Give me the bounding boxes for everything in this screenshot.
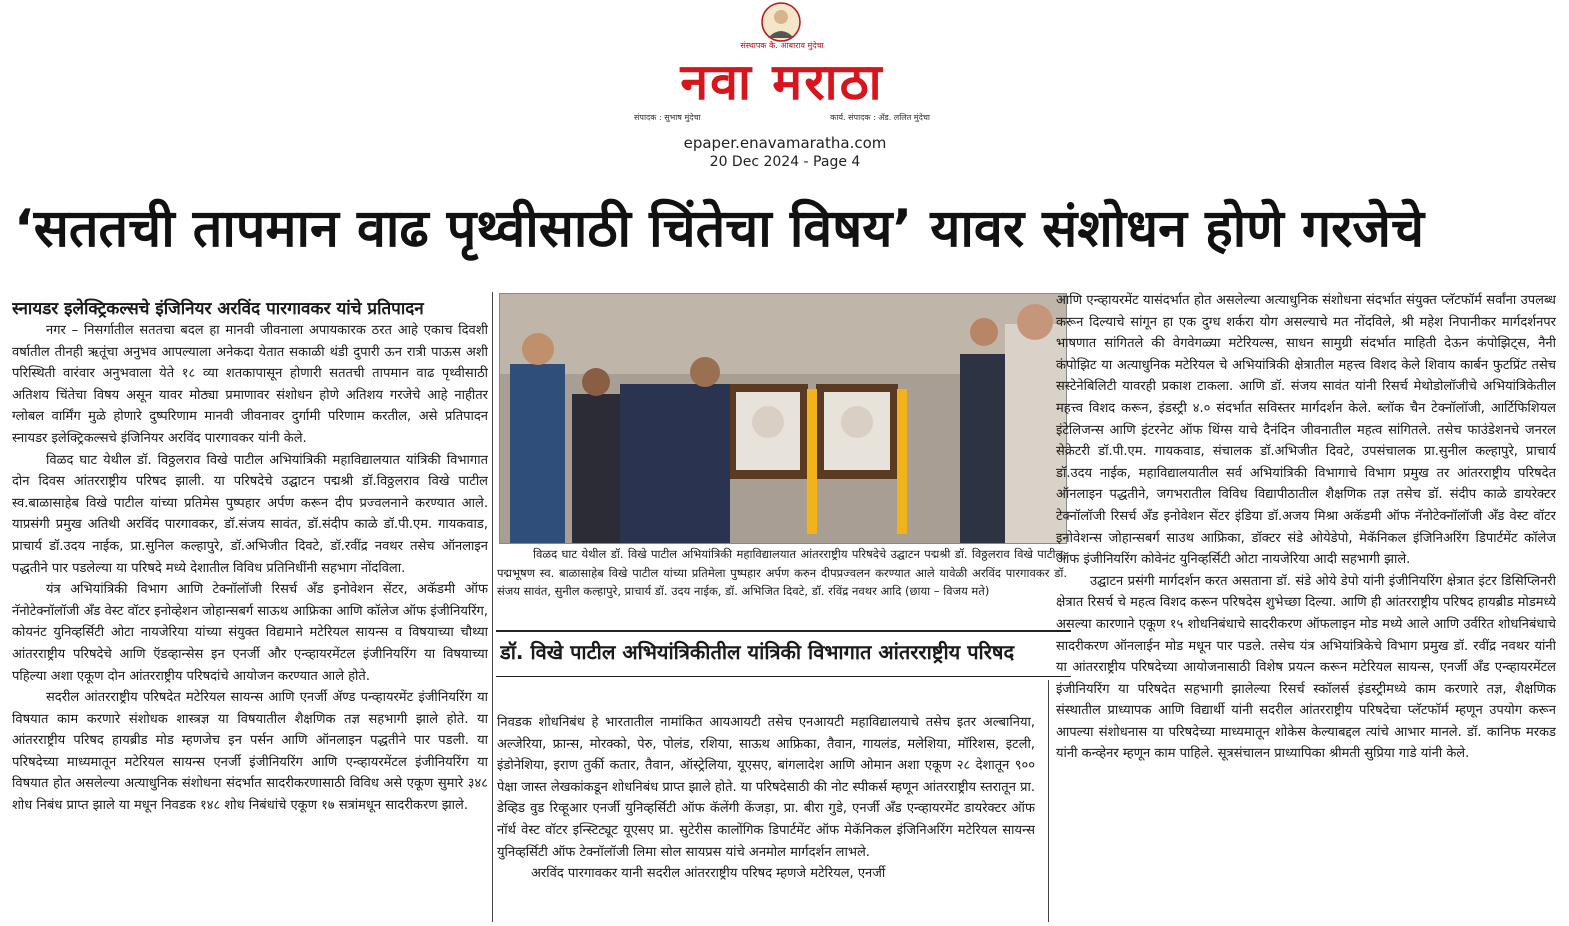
paragraph: अरविंद पारगावकर यानी सदरील आंतरराष्ट्रीय परिषद म्हणजे मटेरियल, एनर्जी [531,866,886,882]
column-divider [1048,680,1049,922]
column-divider [492,292,493,922]
paragraph: यंत्र अभियांत्रिकी विभाग आणि टेक्नॉलॉजी रिसर्च अँड इनोवेशन सेंटर, अकॅडमी ऑफ नॅनोटेक्नॉलॉजी अँड वेस्ट वॉटर इनोव्हेशन जोहान्सबर्ग साऊथ आफ्रिका आणि कॉलेज ऑफ इंजीनियरिंग, कोयनंट युनिव्हर्सिटी ओटा नायजेरिया यांच्या संयुक्त विद्यमाने मटेरियल सायन्स व विषयाच्या चौथ्या आंतरराष्ट्रीय परिषदेचे आणि ऍडव्हान्सेस इन एनर्जी और एन्व्हायरमेंटल इंजीनियरिंग या विषयाच्या पहिल्या अशा एकूण दोन आंतरराष्ट्रीय परिषदांचे आयोजन करण्यात आले होते. [12,582,488,684]
edition-url: epaper.enavamaratha.com [683,134,887,152]
founder-portrait-icon [760,2,802,42]
paragraph: उद्घाटन प्रसंगी मार्गदर्शन करत असताना डॉ. संडे ओये डेपो यांनी इंजीनियरिंग क्षेत्रात इंटर डिसिप्लिनरी क्षेत्रात रिसर्च चे महत्व विशद करून परिषदेस शुभेच्छा दिल्या. आणि ही आंतरराष्ट्रीय परिषद हायब्रीड मोडमध्ये असल्या कारणाने एकूण १५ शोधनिबंधाचे सादरीकरण ऑफलाइन मोड मध्ये आले आणि उर्वरित शोधनिबंधाचे सादरीकरण ऑनलाईन मोड मधून पार पडले. तसेच यंत्र अभियांत्रिकेचे विभाग प्रमुख डॉ. रवींद्र नवथर यांनी या आंतरराष्ट्रीय परिषदेच्या आयोजनासाठी विशेष प्रयत्न करून मटेरियल सायन्स, एनर्जी अँड एन्व्हायरमेंटल इंजीनियरिंग या परिषदेत सहभागी झालेल्या रिसर्च स्कॉलर्स इंडस्ट्रीमध्ये काम करणारे तज्ञ, शैक्षणिक संस्थातील प्राध्यापक आणि विद्यार्थी यांनी सदरील आंतरराष्ट्रीय परिषदेचा प्लॅटफॉर्म म्हणून उपयोग करून आपल्या संशोधनास या परिषदेच्या माध्यमातून शोकेस केल्याबद्दल त्यांचे आभार मानले. डॉ. कानिफ मरकड यांनी कन्व्हेनर म्हणून काम पाहिले. सूत्रसंचालन प्राध्यापिका श्रीमती सुप्रिया गाडे यांनी केले. [1056,573,1556,762]
conference-photo [499,293,1067,544]
left-column [12,320,488,920]
right-column [1056,290,1556,922]
paragraph: निवडक शोधनिबंध हे भारतातील नामांकित आयआयटी तसेच एनआयटी महाविद्यालयाचे तसेच इतर अल्बानिया, अल्जेरिया, फ्रान्स, मोरक्को, पेरु, पोलंड, रशिया, साऊथ आफ्रिका, तैवान, गायलंड, मलेशिया, मॉरिशस, इटली, इंडोनेशिया, इराण तुर्की कतार, तैवान, ऑस्ट्रेलिया, यूएसए, बांगलादेश आणि ओमान अशा एकूण २८ देशातून ९०० पेक्षा जास्त लेखकांकडून शोधनिबंध प्राप्त झाले होते. या परिषदेसाठी की नोट स्पीकर्स म्हणून आंतरराष्ट्रीय स्तरातून प्रा. डेव्हिड वुड रिव्हूआर एनर्जी युनिव्हर्सिटी ऑफ कॅलेंगी केंजड़ा, प्रा. बीरा गुडे, एनर्जी अँड एन्व्हायरमेंट डायरेक्टर ऑफ नॉर्थ वेस्ट वॉटर इन्स्टिट्यूट यूएसए प्रा. सुटेरीस कालोंगिक डिपार्टमेंट ऑफ मेकॅनिकल इंजिनिअरिंग मटेरियल सायन्स युनिव्हर्सिटी ऑफ टेक्नॉलॉजी लिमा सोल सायप्रस यांचे अनमोल मार्गदर्शन लाभले. [497,715,1035,860]
section-subheading: डॉ. विखे पाटील अभियांत्रिकीतील यांत्रिकी विभागात आंतरराष्ट्रीय परिषद [500,640,1015,664]
edition-date: 20 Dec 2024 - Page 4 [709,154,861,170]
masthead-tagline: संस्थापक कै. आबाराव मुंदेचा [740,41,824,50]
paragraph: आणि एन्व्हायरमेंट यासंदर्भात होत असलेल्या अत्याधुनिक संशोधना संदर्भात संयुक्त प्लॅटफॉर्म सर्वांना उपलब्ध करून दिल्याचे सांगून हा एक दुग्ध शर्करा योग असल्याचे मत नोंदविले, श्री महेश निपानीकर मार्गदर्शनपर भाषणात सांगितले की वेगवेगळ्या मटेरियल्स, साधन सामुग्री संदर्भात माहिती देऊन कंपोझिट्स, नैनी कंपोझिट या अत्याधुनिक मटेरियल चे अभियांत्रिकी क्षेत्रातील महत्त्व विशद केले शिवाय कार्बन फुटप्रिंट तसेच सस्टेनेबिलिटी यावरही प्रकाश टाकला. आणि डॉ. संजय सावंत यांनी रिसर्च मेथोडोलॉजीचे अभियांत्रिकेतील महत्त्व विशद करून, इंडस्ट्री ४.० संदर्भात सविस्तर मार्गदर्शन केले. ब्लॉक चैन टेक्नॉलॉजी, आर्टिफिशियल इंटेलिजन्स आणि इंटरनेट ऑफ थिंग्स याचे दैनंदिन जीवनातील महत्व सांगितले. तसेच फाउंडेशनचे जनरल सेक्रेटरी डॉ.पी.एम. गायकवाड, संचालक डॉ.अभिजीत दिवटे, उपसंचालक प्रा.सुनील कल्हापुरे, प्राचार्य डॉ.उदय नाईक, महाविद्यालयातील सर्व अभियांत्रिकी विभागाचे विभाग प्रमुख तर आंतरराष्ट्रीय परिषदेत ऑनलाइन पद्धतीने, जगभरातील विविध विद्यापीठातील शैक्षणिक तज्ञ तसेच डॉ. संदीप काळे डायरेक्टर टेक्नॉलॉजी रिसर्च अँड इनोवेशन सेंटर इंडिया डॉ.अजय मिश्रा अकॅडमी ऑफ नॅनोटेक्नॉलॉजी अँड वेस्ट वॉटर इनोवेशन्स जोहान्सबर्ग साउथ आफ्रिका, डॉक्टर संडे ओयेडेपो, मेकॅनिकल इंजिनिअरिंग डिपार्टमेंट कॉलेज ऑफ इंजीनियरिंग कोवेनंट युनिव्हर्सिटी ओटा नायजेरिया आदी सहभागी झाले. [1056,293,1556,568]
editor-right: कार्य. संपादक : ॲड. ललित मुंदेचा [830,113,930,122]
paragraph: नगर – निसर्गातील सततचा बदल हा मानवी जीवनाला अपायकारक ठरत आहे एकाच दिवशी वर्षातील तीनही ऋतूंचा अनुभव आपल्याला अनेकदा येतात सकाळी थंडी दुपारी ऊन रात्री पाऊस अशी परिस्थिती वारंवार अनुभवाला येते १८ व्या शतकापासून होणारी सततची तापमान वाढ पृथ्वीसाठी अतिशय चिंतेचा विषय असून यावर मोठ्या प्रमाणावर संशोधन होणे अतिशय गरजेचे आहे नाहीतर ग्लोबल वार्मिंग मुळे होणारे दुष्परिणाम मानवी जीवनावर दुर्गामी परिणाम करतील, असे प्रतिपादन स्नायडर इलेक्ट्रिकल्सचे इंजिनियर अरविंद पारगावकर यांनी केले. [12,323,488,446]
editor-left: संपादक : सुभाष मुंदेचा [634,113,701,122]
paragraph: सदरील आंतरराष्ट्रीय परिषदेत मटेरियल सायन्स आणि एनर्जी ॲण्ड पन्व्हायरमेंट इंजीनियरिंग या विषयात काम करणारे संशोधक शास्त्रज्ञ या विषयातील शैक्षणिक तज्ञ सहभागी झाले होते. या आंतरराष्ट्रीय परिषद हायब्रीड मोड म्हणजेच इन पर्सन आणि ऑनलाइन पद्धतीने पार पडली. या परिषदेच्या माध्यमातून मटेरियल सायन्स एनर्जी इंजीनियरिंग आणि एन्व्हायरमेंटल इंजीनियरिंग या विषयात होत असलेल्या अत्याधुनिक संशोधना संदर्भात सादरीकरणासाठी विविध असे एकूण सुमारे ३४८ शोध निबंध प्राप्त झाले या मधून निवडक १४८ शोध निबंधांचे एकूण १७ सत्रांमधून सादरीकरण झाले. [12,690,488,814]
middle-column [497,712,1035,922]
article-subheading: स्नायडर इलेक्ट्रिकल्सचे इंजिनियर अरविंद पारगावकर यांचे प्रतिपादन [12,299,424,319]
masthead [632,0,932,132]
page-headline: ‘सततची तापमान वाढ पृथ्वीसाठी चिंतेचा विषय’ यावर संशोधन होणे गरजेचे [14,199,1425,259]
conference-photo-icon [500,294,1066,543]
photo-caption [497,545,1067,627]
brand-logo: नवा मराठा [680,53,884,111]
caption-text: विळद घाट येथील डॉ. विखे पाटील अभियांत्रिकी महाविद्यालयात आंतरराष्ट्रीय परिषदेचे उद्घाटन पद्मश्री डॉ. विठ्ठलराव विखे पाटील, पद्मभूषण स्व. बाळासाहेब विखे पाटील यांच्या प्रतिमेला पुष्पहार अर्पण करुन दीपप्रज्वलन करण्यात आले यावेळी अरविंद पारगावकर डॉ. संजय सावंत, सुनील कल्हापुरे, प्राचार्य डॉ. उदय नाईक, डॉ. अभिजित दिवटे, डॉ. रविंद्र नवथर आदि (छाया – विजय मते) [497,547,1067,598]
paragraph: विळद घाट येथील डॉ. विठ्ठलराव विखे पाटील अभियांत्रिकी महाविद्यालयात यांत्रिकी विभागात दोन दिवस आंतरराष्ट्रीय परिषद झाली. या परिषदेचे उद्घाटन पद्मश्री डॉ.विठ्ठलराव विखे पाटील स्व.बाळासाहेब विखे पाटील यांच्या प्रतिमेस पुष्पहार अर्पण करून दीप प्रज्वलनाने करण्यात आले. याप्रसंगी प्रमुख अतिथी अरविंद पारगावकर, डॉ.संजय सावंत, डॉ.संदीप काळे डॉ.पी.एम. गायकवाड, प्राचार्य डॉ.उदय नाईक, प्रा.सुनिल कल्हापुरे, डॉ.अभिजीत दिवटे, डॉ.रवींद्र नवथर तसेच ऑनलाइन पद्धतीने पार पडलेल्या या परिषदे मध्ये देशातील विविध प्रतिनिधींनी सहभाग नोंदविला. [12,452,488,576]
